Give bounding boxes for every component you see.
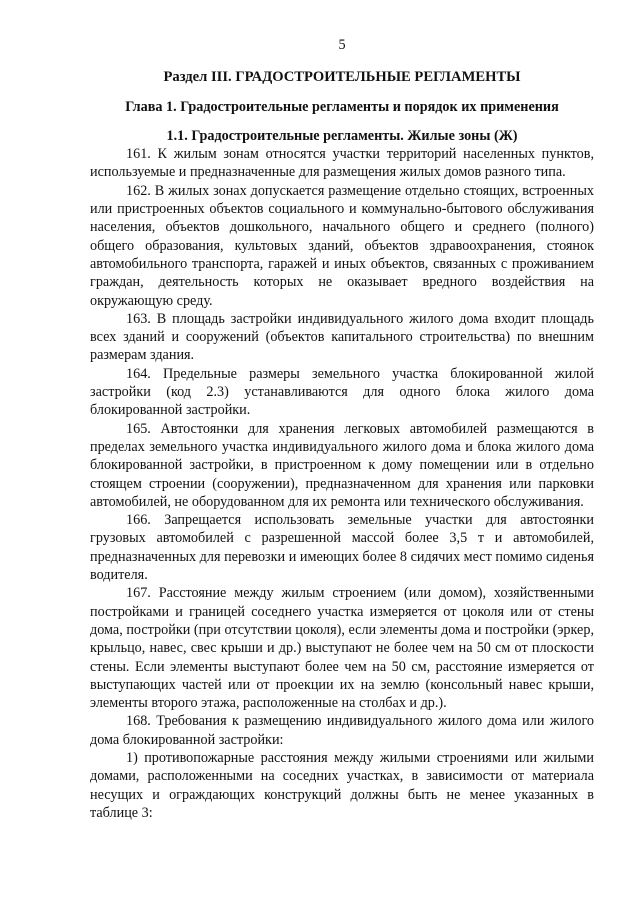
paragraph-168: 168. Требования к размещению индивидуального жилого дома или жилого дома блокированной застройки:: [90, 713, 594, 748]
paragraph-168-item-1: 1) противопожарные расстояния между жилыми строениями или жилыми домами, расположенными на соседних участках, в зависимости от материала несущих и ограждающих конструкций должны быть не менее указанных в таблице 3:: [90, 749, 594, 821]
subsection-title: 1.1. Градостроительные регламенты. Жилые зоны (Ж): [166, 127, 518, 144]
paragraph-164: 164. Предельные размеры земельного участка блокированной жилой застройки (код 2.3) устанавливаются для одного блока жилого дома блокированной застройки.: [90, 365, 594, 419]
paragraph-166: 166. Запрещается использовать земельные участки для автостоянки грузовых автомобилей с разрешенной массой более 3,5 т и автомобилей, предназначенных для перевозки и имеющих более 8 сидячих мест помимо сиденья водителя.: [90, 512, 594, 584]
body-text: [90, 145, 594, 822]
paragraph-162: 162. В жилых зонах допускается размещение отдельно стоящих, встроенных или пристроенных объектов социального и коммунально-бытового обслуживания населения, объектов дошкольного, начального общего и среднего (полного) общего образования, культовых зданий, объектов здравоохранения, стоянок автомобильного транспорта, гаражей и иных объектов, связанных с проживанием граждан, деятельность которых не оказывает вредного воздействия на окружающую среду.: [90, 182, 594, 309]
chapter-title: Глава 1. Градостроительные регламенты и порядок их применения: [125, 98, 559, 115]
paragraph-165: 165. Автостоянки для хранения легковых автомобилей размещаются в пределах земельного участка индивидуального жилого дома и блока жилого дома блокированной застройки, в пристроенном к дому помещении или в отдельно стоящем строении (сооружении), предназначенном для хранения или парковки автомобилей, не оборудованном для их ремонта или технического обслуживания.: [90, 420, 594, 510]
section-title: Раздел III. ГРАДОСТРОИТЕЛЬНЫЕ РЕГЛАМЕНТЫ: [163, 69, 521, 86]
paragraph-167: 167. Расстояние между жилым строением (или домом), хозяйственными постройками и границей соседнего участка измеряется от цоколя или от стены дома, постройки (при отсутствии цоколя), если элементы дома и постройки (эркер, крыльцо, навес, свес крыши и др.) выступают не более чем на 50 см от плоскости стены. Если элементы выступают более чем на 50 см, расстояние измеряется от выступающих частей или от проекции их на землю (консольный навес крыши, элементы второго этажа, расположенные на столбах и др.).: [90, 585, 594, 712]
paragraph-161: 161. К жилым зонам относятся участки территорий населенных пунктов, используемые и предназначенные для размещения жилых домов разного типа.: [90, 146, 594, 181]
page-number: 5: [338, 37, 346, 53]
paragraph-163: 163. В площадь застройки индивидуального жилого дома входит площадь всех зданий и сооружений (объектов капитального строительства) по внешним размерам здания.: [90, 310, 594, 364]
